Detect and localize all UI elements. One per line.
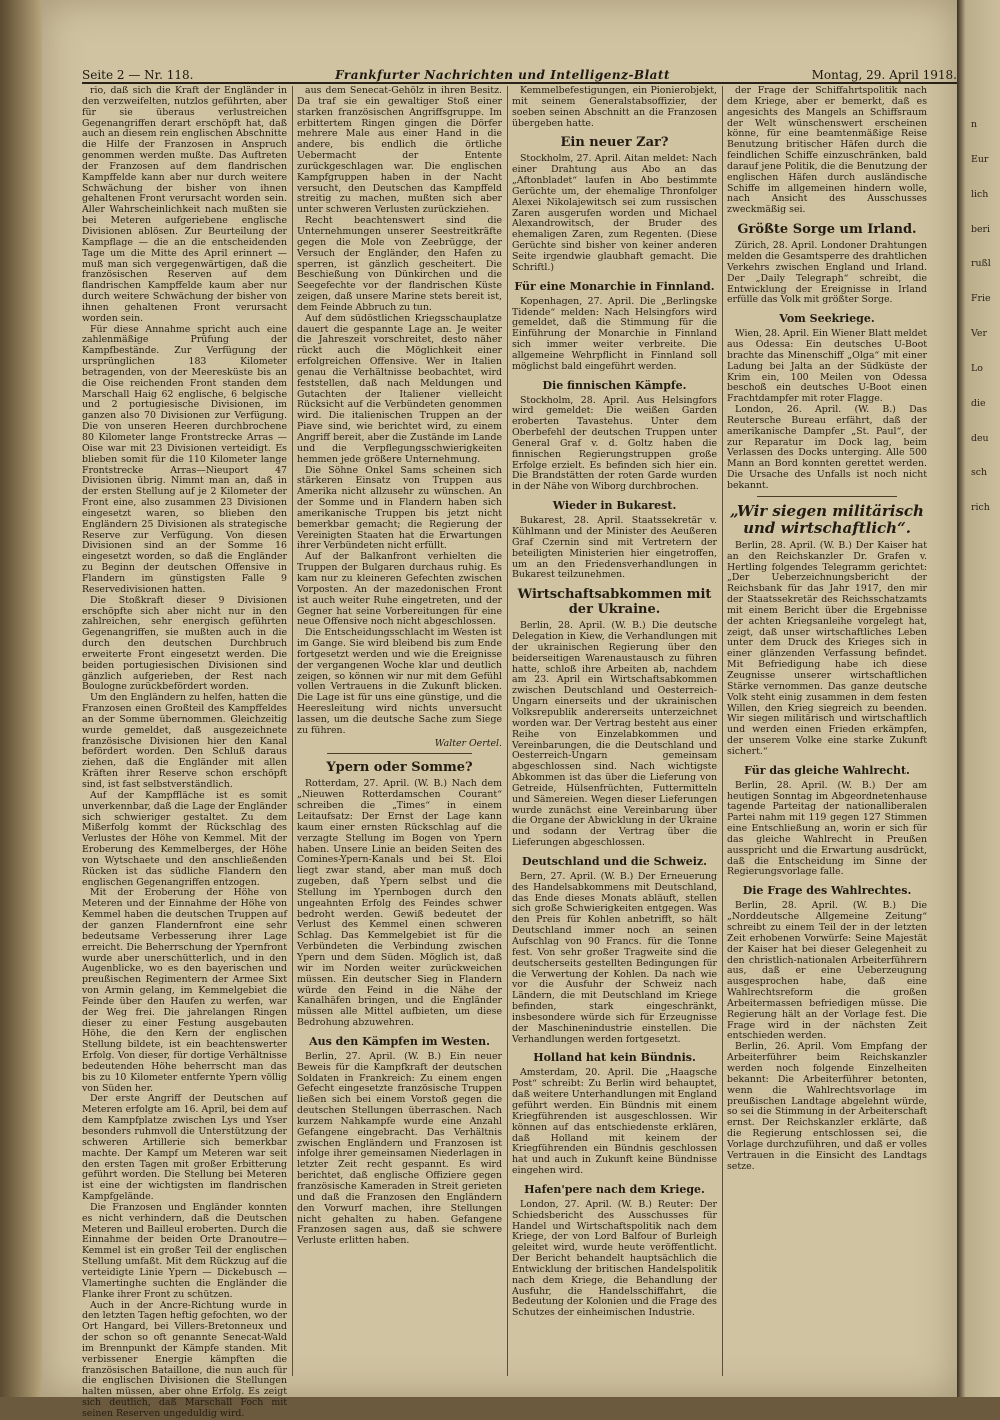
headline-bukarest: Wieder in Bukarest.: [552, 499, 677, 513]
fragment: sch: [971, 467, 988, 479]
headline-westen: Aus den Kämpfen im Westen.: [309, 1034, 490, 1048]
paragraph: Auf der Balkanfront verhielten die Truppen der Bulgaren durchaus ruhig. Es kam nur zu kleineren Gefechten zwischen Vorposten. An der mazedonischen Front ist auch weiter Ruhe eingetreten, und der Gegner hat seine Vorbereitungen für eine neue Offensive noch nicht abgeschlossen.: [297, 551, 502, 628]
fragment: rich: [971, 502, 990, 514]
headline-wir-siegen: „Wir siegen militärisch und wirtschaftlich“.: [730, 501, 924, 537]
paragraph: London, 26. April. (W. B.) Das Reutersche Bureau erfährt, daß der amerikanische Dampfer „St. Paul“, der zur Reparatur im Dock lag, beim Verlassen des Docks unterging. Alle 500 Mann an Bord konnten gerettet werden. Die Ursache des Unfalls ist noch nicht bekannt.: [727, 404, 927, 491]
article-signature: Walter Oertel.: [434, 737, 502, 749]
newspaper-title: Frankfurter Nachrichten und Intelligenz-Blatt: [335, 68, 670, 82]
headline-schweiz: Deutschland und die Schweiz.: [522, 854, 707, 868]
issue-date: Montag, 29. April 1918.: [811, 68, 957, 82]
paragraph: Auf dem südöstlichen Kriegsschauplatze dauert die gespannte Lage an. Je weiter die Jahreszeit vorschreitet, desto näher rückt auch die Möglichkeit einer erfolgreichen Offensive. Wer in Italien genau die Verhältnisse beobachtet, wird feststellen, daß nach Meldungen und Gutachten der Italiener vielleicht Rücksicht auf die Verbündeten genommen wird. Die italienischen Truppen an der Piave sind, wie berichtet wird, zu einem Angriff bereit, aber die Zustände im Lande und die Verpflegungsschwierigkeiten hemmen jede größere Unternehmung.: [297, 312, 502, 465]
paragraph: Berlin, 26. April. Vom Empfang der Arbeiterführer beim Reichskanzler werden noch folgende Einzelheiten bekannt: Die Arbeiterführer betonten, wenn die Wahlrechtsvorlage im preußischen Landtage abgelehnt würde, so sei die Stimmung in der Arbeiterschaft ernst. Der Reichskanzler erklärte, daß die Regierung entschlossen sei, die Vorlage durchzuführen, und daß er volles Vertrauen in die Einsicht des Landtags setze.: [727, 1041, 927, 1172]
headline-hafen: Hafen'pere nach dem Kriege.: [524, 1182, 705, 1196]
paragraph: Berlin, 28. April. (W. B.) Die „Norddeutsche Allgemeine Zeitung“ schreibt zu einem Teil der in der letzten Zeit erhobenen Vorwürfe: Seine Majestät der Kaiser hat bei dieser Gelegenheit zu den christlich-nationalen Arbeiterführern aus, daß er eine Ueberzeugung ausgesprochen habe, daß eine Wahlrechtsreform die großen Arbeitermassen befriedigen müsse. Die Regierung hält an der Vorlage fest. Die Frage wird in der nächsten Zeit entschieden werden.: [727, 900, 927, 1042]
headline-zar: Ein neuer Zar?: [560, 135, 669, 151]
paragraph: Wien, 28. April. Ein Wiener Blatt meldet aus Odessa: Ein deutsches U-Boot brachte das Minenschiff „Olga“ mit einer Ladung bei Jalta an der Südküste der Krim ein, 100 Meilen von Odessa beschoß ein deutsches U-Boot einen Frachtdampfer mit roter Flagge.: [727, 328, 927, 405]
paragraph: Die Stoßkraft dieser 9 Divisionen erschöpfte sich aber nicht nur in den zahlreichen, sehr energisch geführten Gegenangriffen, sie mußten auch in die durch den deutschen Durchbruch erweiterte Front eingesetzt werden. Die beiden portugiesischen Divisionen sind gänzlich aufgerieben, der Rest nach Boulogne zurückbefördert worden.: [82, 594, 287, 693]
headline-seekrieg: Vom Seekriege.: [779, 312, 875, 326]
article-separator: [327, 753, 472, 754]
paragraph: Berlin, 28. April. (W. B.) Der Kaiser hat an den Reichskanzler Dr. Grafen v. Hertling folgendes Telegramm gerichtet: „Der Ueberzeichnungsbericht der Reichsbank für das Jahr 1917, den mir der Staatssekretär des Reichsschatzamts mit einem Bericht über die Ergebnisse der achten Kriegsanleihe vorgelegt hat, zeigt, daß unser wirtschaftliches Leben unter dem Druck des Krieges sich in einer glänzenden Verfassung befindet. Mit Befriedigung habe ich diese Zeugnisse unserer wirtschaftlichen Stärke vernommen. Das ganze deutsche Volk steht einig zusammen in dem festen Willen, den Krieg siegreich zu beenden. Wir siegen militärisch und wirtschaftlich und werden einen Frieden erkämpfen, der unserem Volke eine starke Zukunft sichert.“: [727, 539, 927, 757]
fragment: rußl: [971, 258, 991, 270]
column-4: [727, 86, 927, 1376]
headline-wahlrecht: Für das gleiche Wahlrecht.: [744, 763, 910, 777]
column-1: [82, 85, 287, 1419]
column-3: [512, 86, 717, 1376]
adjacent-page-fragments: [971, 120, 999, 514]
headline-frage-wahlrecht: Die Frage des Wahlrechtes.: [742, 884, 912, 898]
fragment: Ver: [971, 328, 987, 340]
paragraph: Stockholm, 28. April. Aus Helsingfors wird gemeldet: Die weißen Garden eroberten Tavastehus. Unter dem Oberbefehl der deutschen Truppen unter General Graf v. d. Goltz haben die finnischen Regierungstruppen große Erfolge erzielt. Es befinden sich hier ein. Die Brandstätten der roten Garde wurden in der Nähe von Wiborg durchbrochen.: [512, 394, 717, 493]
paragraph: Die Entscheidungsschlacht im Westen ist im Gange. Sie wird bleibend bis zum Ende fortgesetzt werden und wie die Ereignisse der vergangenen Woche klar und deutlich zeigen, so können wir nur mit dem Gefühl vollen Vertrauens in die Zukunft blicken. Die Lage ist für uns eine günstige, und die Heeresleitung wird nichts unversucht lassen, um die deutsche Sache zum Siege zu führen.: [297, 627, 502, 736]
paragraph: Auf der Kampffläche ist es somit unverkennbar, daß die Lage der Engländer sich schwieriger gestaltet. Zu dem Mißerfolg kommt der Rückschlag des Verlustes der Höhe von Kemmel. Mit der Eroberung des Kemmelberges, der Höhe von Wytschaete und den anschließenden Rücken ist das südliche Flandern den englischen Gegenangriffen entzogen.: [82, 789, 287, 888]
paragraph: Rotterdam, 27. April. (W. B.) Nach dem „Nieuwen Rotterdamschen Courant“ schreiben die „Times“ in einem Leitaufsatz: Der Ernst der Lage kann kaum einer ernsten Rückschlag auf die verzagte Stellung im Bogen von Ypern haben. Unsere Linie an beiden Seiten des Comines-Ypern-Kanals und bei St. Eloi liegt zwar stand, aber man muß doch zugeben, daß Ypern selbst und die Stellung im Ypernbogen durch den ungeahnten Erfolg des Feindes schwer bedroht werden. Gewiß bedeutet der Verlust des Kemmel einen schweren Schlag. Das Kemmelgebiet ist für die Verbündeten die Verbindung zwischen Ypern und dem Süden. Möglich ist, daß wir im Norden weiter zurückweichen müssen. Ein deutscher Sieg in Flandern würde den Feind in die Nähe der Kanalhäfen bringen, und die Engländer müssen alle Mittel aufbieten, um diese Bedrohung abzuwehren.: [297, 778, 502, 1029]
fragment: n: [971, 119, 978, 130]
fragment: beri: [971, 223, 991, 235]
masthead: [82, 60, 957, 84]
article-separator: [757, 496, 897, 497]
headline-finnland: Für eine Monarchie in Finnland.: [514, 279, 715, 293]
paragraph: Kemmelbefestigungen, ein Pionierobjekt, mit seinem Generalstabsoffizier, der soeben seinen Abschnitt an die Franzosen übergeben hatte.: [512, 85, 717, 129]
book-binding: [0, 0, 42, 1397]
paragraph: aus dem Senecat-Gehölz in ihren Besitz. Da traf sie ein gewaltiger Stoß einer starken französischen Angriffsgruppe. Im erbittertem Ringen gingen die Dörfer mehrere Male aus einer Hand in die andere, bis endlich die örtliche Uebermacht der Entente zurückgeschlagen war. Die englischen Kampfgruppen haben in der Nacht versucht, den Deutschen das Kampffeld streitig zu machen, mußten sich aber unter schweren Verlusten zurückziehen.: [297, 85, 502, 216]
adjacent-page-edge: [957, 0, 1000, 1397]
paragraph: Der erste Angriff der Deutschen auf Meteren erfolgte am 16. April, bei dem auf dem Kampfplatze zwischen Lys und Yser besonders ruhmvoll die Unterstützung der schweren Artillerie sich bemerkbar machte. Der Kampf um Meteren war seit den ersten Tagen mit großer Erbitterung geführt worden. Die Stellung bei Meteren ist eine der wichtigsten im flandrischen Kampfgelände.: [82, 1093, 287, 1203]
paragraph: Auch in der Ancre-Richtung wurde in den letzten Tagen heftig gefochten, wo der Ort Hangard, bei Villers-Bretonneux und der schon so oft genannte Senecat-Wald im Brennpunkt der Kämpfe standen. Mit verbissener Energie kämpften die französischen Bataillone, die nun auch für die englischen Divisionen die Stellungen halten müssen, aber ohne Erfolg. Es zeigt sich deutlich, daß Marschall Foch mit seinen Reserven ungeduldig wird.: [82, 1299, 287, 1419]
paragraph: Recht beachtenswert sind die Unternehmungen unserer Seestreitkräfte gegen die Mole von Zeebrügge, der Versuch der Engländer, den Hafen zu sperren, ist gänzlich gescheitert. Die Beschießung von Dünkirchen und die Seegefechte vor der flandrischen Küste zeigen, daß unsere Marine stets bereit ist, dem Feinde Abbruch zu tun.: [297, 215, 502, 313]
fragment: deu: [971, 432, 989, 444]
page-number: Seite 2 — Nr. 118.: [82, 68, 194, 82]
column-rule: [292, 86, 293, 1376]
paragraph: Bern, 27. April. (W. B.) Der Erneuerung des Handelsabkommens mit Deutschland, das Ende dieses Monats abläuft, stellen sich große Schwierigkeiten entgegen. Was den Preis für Kohlen anbetrifft, so hält Deutschland immer noch an seinen Aufschlag von 90 Francs. für die Tonne fest. Von sehr großer Tragweite sind die deutscherseits gestellten Bedingungen für die Verwertung der Kohlen. Da nach wie vor die Ausfuhr der Schweiz nach Ländern, die mit Deutschland im Kriege befinden, stark eingeschränkt, insbesondere würde sich für Erzeugnisse der Maschinenindustrie einstellen. Die Verhandlungen werden fortgesetzt.: [512, 870, 717, 1045]
fragment: Eur: [971, 153, 989, 165]
column-rule: [722, 86, 723, 1376]
paragraph: Kopenhagen, 27. April. Die „Berlingske Tidende“ melden: Nach Helsingfors wird gemeldet, daß die Stimmung für die Einführung der Monarchie in Finnland sich immer weiter verbreite. Die allgemeine Wehrpflicht in Finnland soll möglichst bald eingeführt werden.: [512, 295, 717, 372]
paragraph: Berlin, 27. April. (W. B.) Ein neuer Beweis für die Kampfkraft der deutschen Soldaten in Frankreich: Zu einem engen Gefecht eingesetzte französische Truppen ließen sich bei einem Vorstoß gegen die deutschen Stellungen überraschen. Nach kurzem Nahkampfe wurde eine Anzahl Gefangene eingebracht. Das Verhältnis zwischen Engländern und Franzosen ist infolge ihrer gemeinsamen Niederlagen in letzter Zeit recht gespannt. Es wird berichtet, daß englische Offiziere gegen französische Kameraden in Streit gerieten und daß die Franzosen den Engländern den Vorwurf machen, ihre Stellungen nicht gehalten zu haben. Gefangene Franzosen sagen aus, daß sie schwere Verluste erlitten haben.: [297, 1050, 502, 1247]
column-2: [297, 86, 502, 1376]
paragraph: Mit der Eroberung der Höhe von Meteren und der Einnahme der Höhe von Kemmel haben die deutschen Truppen auf der ganzen Flandernfront eine sehr bedeutsame Verbesserung ihrer Lage erreicht. Die Beherrschung der Ypernfront wurde aber unerschütterlich, und in den Augenblicke, wo es den bayerischen und preußischen Regimentern der Armee Sixt von Armin gelang, im Kemmelgebiet die Feinde über den Haufen zu werfen, war der Weg frei. Die jahrelangen Ringen dieser zu einer Festung ausgebauten Höhe, die den Kern der englischen Stellung bildete, ist ein beachtenswerter Erfolg. Von dieser, für dortige Verhältnisse bedeutenden Höhe beherrscht man das bis zu 10 Kilometer entfernte Ypern völlig von Süden her.: [82, 887, 287, 1094]
fragment: die: [971, 397, 986, 409]
headline-ypern: Ypern oder Somme?: [326, 760, 473, 776]
column-rule: [507, 86, 508, 1376]
paragraph: Die Franzosen und Engländer konnten es nicht verhindern, daß die Deutschen Meteren und Bailleul eroberten. Durch die Einnahme der beiden Orte Dranoutre—Kemmel ist ein großer Teil der englischen Stellung umfaßt. Mit dem Rückzug auf die verteidigte Linie Ypern — Dickebusch — Vlamertinghe suchten die Engländer die Flanke ihrer Front zu schützen.: [82, 1201, 287, 1300]
paragraph: Die Söhne Onkel Sams scheinen sich stärkeren Einsatz von Truppen aus Amerika nicht allzusehr zu wünschen. An der Somme und in Flandern haben sich amerikanische Truppen bis jetzt nicht bemerkbar gemacht; die Regierung der Vereinigten Staaten hat die Erwartungen ihrer Verbündeten nicht erfüllt.: [297, 464, 502, 552]
paragraph: der Frage der Schiffahrtspolitik nach dem Kriege, aber er bemerkt, daß es angesichts des Mangels an Schiffsraum der Welt wünschenswert erscheinen könne, für eine beamtenmäßige Reise Benutzung britischer Häfen durch die feindlichen Schiffe einzuschränken, bald darauf jene Politik, die die Benutzung der englischen Häfen durch ausländische Schiffe im allgemeinen hindern wolle, nach Ansicht des Ausschusses zweckmäßig sei.: [727, 85, 927, 216]
paragraph: Berlin, 28. April. (W. B.) Die deutsche Delegation in Kiew, die Verhandlungen mit der ukrainischen Regierung über den beiderseitigen Warenaustausch zu führen hatte, schloß ihre Arbeiten ab, nachdem am 23. April ein Wirtschaftsabkommen zwischen Deutschland und Oesterreich-Ungarn einerseits und der ukrainischen Volksrepublik andererseits unterzeichnet worden war. Der Vertrag besteht aus einer Reihe von Einzelabkommen und Vereinbarungen, die die Deutschland und Oesterreich-Ungarn gemeinsam abgeschlossen sind. Nach wichtigste Abkommen ist das über die Lieferung von Getreide, Hülsenfrüchten, Futtermitteln und Sämereien. Wegen dieser Lieferungen wurde zunächst eine Vereinbarung über die Organe der Abwicklung in der Ukraine und sodann der Vertrag über die Lieferungen abgeschlossen.: [512, 620, 717, 849]
paragraph: rio, daß sich die Kraft der Engländer in den verzweifelten, nutzlos geführten, aber für sie überaus verlustreichen Gegenangriffen derart erschöpft hat, daß auch an diesem rein englischen Abschnitte die Hilfe der Franzosen in Anspruch genommen werden mußte. Das Auftreten der Franzosen auf dem flandrischen Kampffelde kann aber nur durch weitere Schwächung der bisher von ihnen gehaltenen Front verursacht worden sein. Aller Wahrscheinlichkeit nach mußten sie bei Meteren aufgeriebene englische Divisionen ablösen. Zur Beurteilung der Kampflage — die an die entscheidenden Tage um die Mitte des April erinnert — muß man sich vergegenwärtigen, daß die französischen Reserven auf dem flandrischen Kampffelde kaum aber nur durch weitere Schwächung der bisher von ihnen gehaltenen Front verursacht worden sein.: [82, 85, 287, 324]
paragraph: Amsterdam, 20. April. Die „Haagsche Post“ schreibt: Zu Berlin wird behauptet, daß weitere Unterhandlungen mit England geführt werden. Ein Bündnis mit einem Kriegführenden ist ausgeschlossen. Wir können auf das entschiedenste erklären, daß Holland mit keinem der Kriegführenden ein Bündnis geschlossen hat und auch in Zukunft keine Bündnisse eingehen wird.: [512, 1067, 717, 1177]
paragraph: Bukarest, 28. April. Staatssekretär v. Kühlmann und der Minister des Aeußeren Graf Czernin sind mit Vertretern der beteiligten Ministerien hier eingetroffen, um an den Friedensverhandlungen in Bukarest teilzunehmen.: [512, 515, 717, 581]
paragraph: Stockholm, 27. April. Aitan meldet: Nach einer Drahtung aus Abo an das „Aftonbladet“ laufen in Abo bestimmte Gerüchte um, der ehemalige Thronfolger Alexei Nikolajewitsch sei zum russischen Zaren ausgerufen worden und Michael Alexandrowitsch, der Bruder des ehemaligen Zaren, zum Regenten. (Diese Gerüchte sind bisher von keiner anderen Seite irgendwie glaubhaft gemacht. Die Schriftl.): [512, 153, 717, 273]
paragraph: Zürich, 28. April. Londoner Drahtungen melden die Gesamtsperre des drahtlichen Verkehrs zwischen England und Irland. Der „Daily Telegraph“ schreibt, die Entwicklung der Ereignisse in Irland erfülle das Volk mit größter Sorge.: [727, 240, 927, 306]
newspaper-page: [42, 0, 957, 1419]
paragraph: Berlin, 28. April. (W. B.) Der am heutigen Sonntag im Abgeordnetenhause tagende Parteitag der nationalliberalen Partei nahm mit 119 gegen 127 Stimmen eine Entschließung an, worin er sich für das gleiche Wahlrecht in Preußen ausspricht und die Erwartung ausdrückt, daß die Entscheidung im Sinne der Regierungsvorlage falle.: [727, 779, 927, 878]
headline-irland: Größte Sorge um Irland.: [737, 222, 917, 238]
paragraph: Um den Engländern zu helfen, hatten die Franzosen einen Großteil des Kampffeldes an der Somme übernommen. Gleichzeitig wurde gemeldet, daß ausgezeichnete französische Divisionen hier den Kanal befördert worden. Den Schluß daraus ziehen, daß die Engländer mit allen Kräften ihrer Reserve schon erschöpft sind, ist fast selbstverständlich.: [82, 692, 287, 790]
fragment: lich: [971, 188, 989, 200]
headline-ukraine: Wirtschaftsabkommen mit der Ukraine.: [517, 587, 712, 618]
fragment: Frie: [971, 293, 991, 305]
headline-holland: Holland hat kein Bündnis.: [533, 1051, 696, 1065]
paragraph: London, 27. April. (W. B.) Reuter: Der Schiedsbericht des Ausschusses für Handel und Wirtschaftspolitik nach dem Kriege, der von Lord Balfour of Burleigh geleitet wird, wurde heute veröffentlicht. Der Bericht behandelt hauptsächlich die Entwicklung der britischen Handelspolitik nach dem Kriege, die Behandlung der Ausfuhr, die Handelsschiffahrt, die Bedeutung der Kolonien und die Frage des Schutzes der einheimischen Industrie.: [512, 1198, 717, 1319]
paragraph: Für diese Annahme spricht auch eine zahlenmäßige Prüfung der Kampfbestände. Zur Verfügung der ursprünglichen 183 Kilometer betragenden, von der Meeresküste bis an die Oise reichenden Front standen dem Marschall Haig 62 englische, 6 belgische und 2 portugiesische Divisionen, im ganzen also 70 Divisionen zur Verfügung. Die von unseren Heeren durchbrochene 80 Kilometer lange Frontstrecke Arras — Oise war mit 23 Divisionen verteidigt. Es blieben somit für die 110 Kilometer lange Frontstrecke Arras—Nieuport 47 Divisionen übrig. Nimmt man an, daß in der ersten Stellung auf je 2 Kilometer der Front eine, also zusammen 23 Divisionen eingesetzt waren, so blieben den Engländern 25 Divisionen als strategische Reserve zur Verfügung. Von diesen Divisionen sind an der Somme 16 eingesetzt worden, so daß die Engländer zu Beginn der deutschen Offensive in Flandern im günstigsten Falle 9 Reservedivisionen hatten.: [82, 323, 287, 595]
headline-finnische-kaempfe: Die finnischen Kämpfe.: [542, 378, 687, 392]
fragment: Lo: [971, 362, 983, 374]
